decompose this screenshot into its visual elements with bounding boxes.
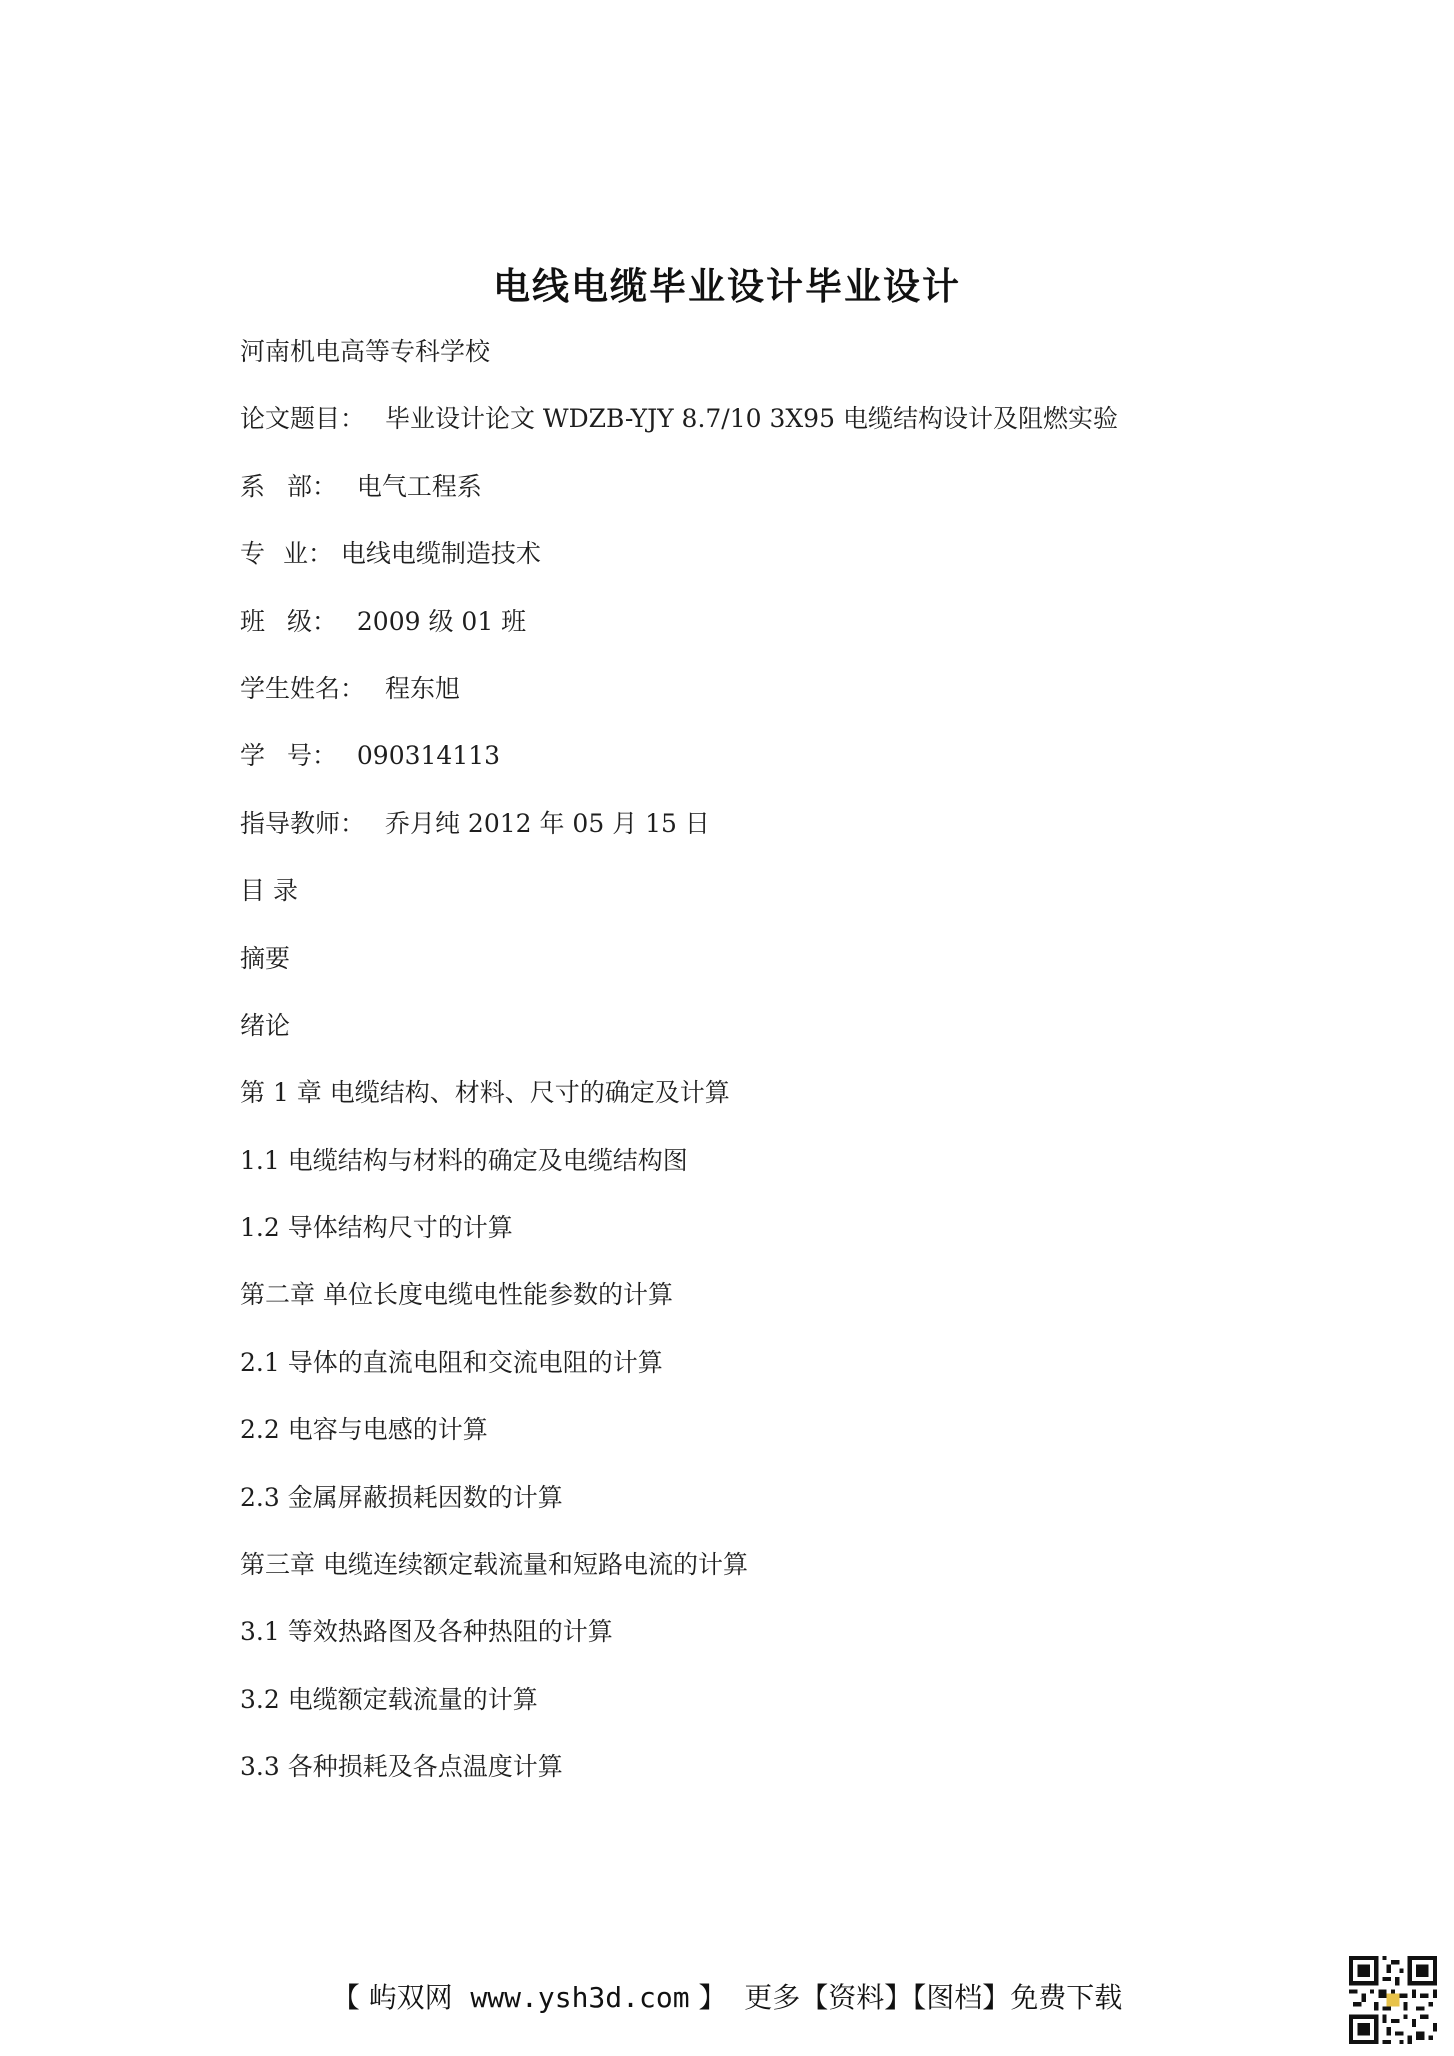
field-value: 2009 级 01 班 bbox=[356, 606, 527, 636]
field-value: 090314113 bbox=[356, 741, 501, 771]
footer-banner bbox=[0, 1976, 1454, 2016]
field-class bbox=[240, 602, 1340, 669]
toc-item: 3.2 电缆额定载流量的计算 bbox=[240, 1684, 538, 1714]
field-department bbox=[240, 467, 1340, 534]
footer-site-link[interactable]: www.ysh3d.com bbox=[470, 1981, 690, 2014]
field-label: 学 号： bbox=[240, 741, 337, 771]
field-label: 指导教师： bbox=[240, 808, 366, 838]
field-thesis-title bbox=[240, 399, 1340, 466]
toc-item: 3.1 等效热路图及各种热阻的计算 bbox=[240, 1617, 613, 1647]
field-value: 毕业设计论文 WDZB-YJY 8.7/10 3X95 电缆结构设计及阻燃实验 bbox=[384, 404, 1118, 434]
toc-item: 第 1 章 电缆结构、材料、尺寸的确定及计算 bbox=[240, 1078, 730, 1108]
toc-item: 第三章 电缆连续额定载流量和短路电流的计算 bbox=[240, 1550, 748, 1580]
footer-site-name: 屿双网 bbox=[368, 1981, 453, 2014]
document-title: 电线电缆毕业设计毕业设计 bbox=[493, 265, 961, 308]
field-student-name bbox=[240, 669, 1340, 736]
toc-item: 摘要 bbox=[240, 943, 291, 973]
toc-item: 1.1 电缆结构与材料的确定及电缆结构图 bbox=[240, 1145, 688, 1175]
footer-download-text: 更多【资料】【图档】免费下载 bbox=[744, 1981, 1123, 2014]
toc-item: 1.2 导体结构尺寸的计算 bbox=[240, 1213, 513, 1243]
field-label: 班 级： bbox=[240, 606, 337, 636]
school-name: 河南机电高等专科学校 bbox=[240, 337, 491, 366]
footer-bracket-open: 【 bbox=[331, 1981, 369, 2014]
field-value: 电线电缆制造技术 bbox=[340, 539, 541, 569]
toc-item: 3.3 各种损耗及各点温度计算 bbox=[240, 1752, 563, 1782]
field-value: 程东旭 bbox=[384, 673, 460, 703]
field-advisor bbox=[240, 804, 1340, 871]
field-major bbox=[240, 534, 1340, 601]
qr-code-icon bbox=[1349, 1956, 1437, 2044]
toc-item: 绪论 bbox=[240, 1010, 291, 1040]
field-label: 论文题目： bbox=[240, 404, 366, 434]
toc-item: 第二章 单位长度电缆电性能参数的计算 bbox=[240, 1280, 673, 1310]
field-student-id bbox=[240, 736, 1340, 803]
toc-item: 2.3 金属屏蔽损耗因数的计算 bbox=[240, 1482, 563, 1512]
footer-bracket-close: 】 bbox=[689, 1981, 727, 2014]
toc-heading: 目 录 bbox=[240, 876, 298, 906]
field-value: 电气工程系 bbox=[356, 471, 482, 501]
toc-item: 2.1 导体的直流电阻和交流电阻的计算 bbox=[240, 1347, 663, 1377]
field-value: 乔月纯 2012 年 05 月 15 日 bbox=[384, 808, 710, 838]
document-body bbox=[240, 332, 1340, 1815]
field-label: 系 部： bbox=[240, 471, 337, 501]
toc-item: 2.2 电容与电感的计算 bbox=[240, 1415, 488, 1445]
field-label: 专 业： bbox=[240, 539, 333, 569]
field-label: 学生姓名： bbox=[240, 673, 366, 703]
